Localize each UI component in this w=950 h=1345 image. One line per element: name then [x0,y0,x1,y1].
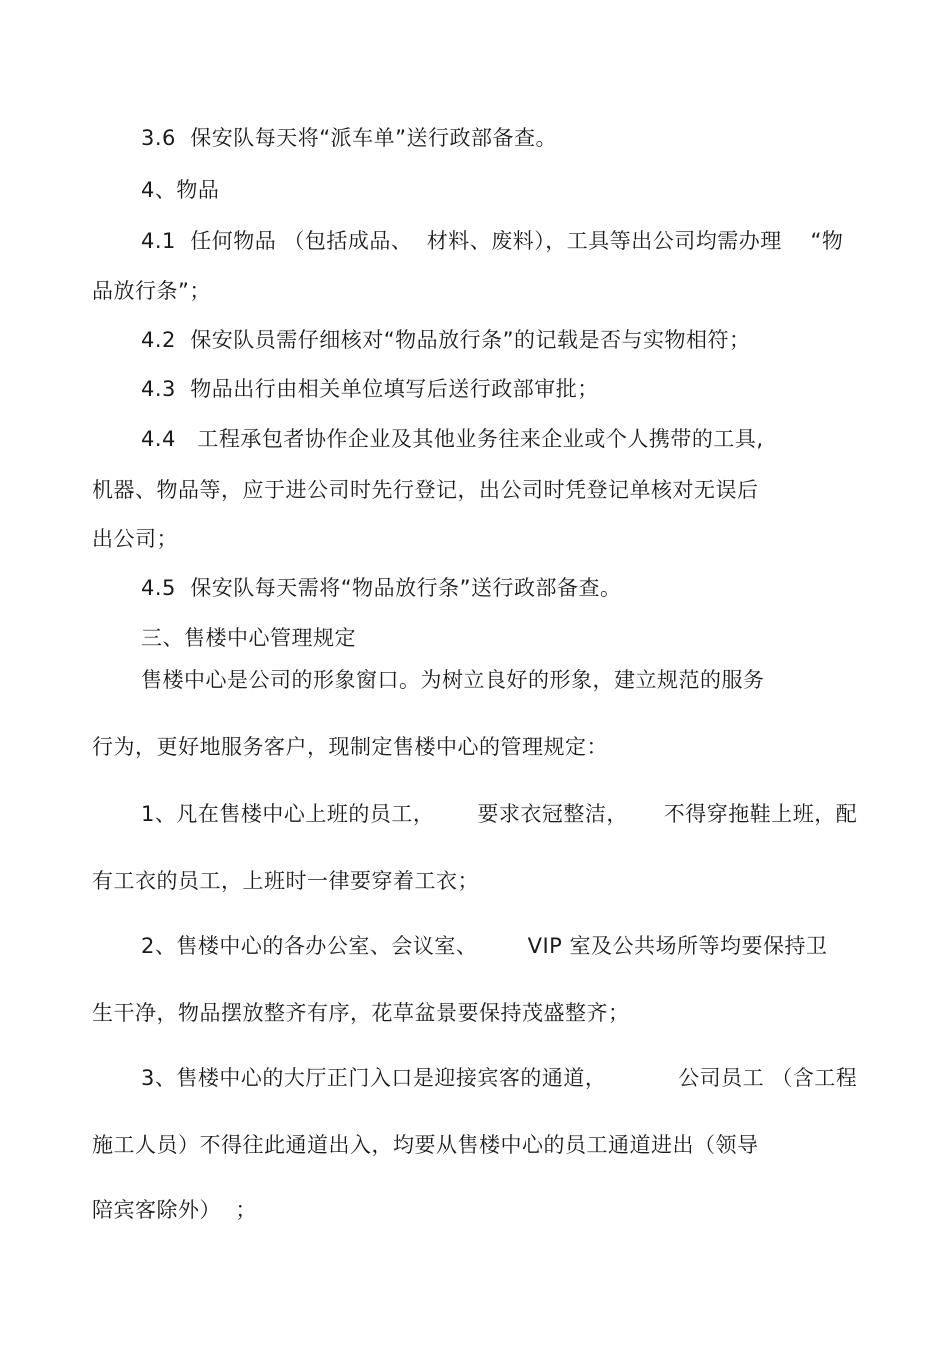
text-line-4-1: 4.1 任何物品 （包括成品、 材料、废料），工具等出公司均需办理 “物 [141,229,844,253]
text-line-4-4: 4.4 工程承包者协作企业及其他业务往来企业或个人携带的工具, [141,427,764,451]
section-heading-goods: 4、物品 [141,178,220,202]
text-line-4-5: 4.5 保安队每天需将“物品放行条”送行政部备查。 [141,576,622,600]
text-line-4-3: 4.3 物品出行由相关单位填写后送行政部审批； [141,377,599,401]
text-line-3-6: 3.6 保安队每天将“派车单”送行政部备查。 [141,126,558,150]
text-line-4-1-cont: 品放行条”； [92,279,211,303]
rule-2-line-2: 生干净，物品摆放整齐有序，花草盆景要保持茂盛整齐； [92,1001,630,1025]
rule-3-line-3: 陪宾客除外） ； [92,1198,257,1222]
intro-paragraph-line-2: 行为，更好地服务客户，现制定售楼中心的管理规定： [92,735,608,759]
text-line-4-2: 4.2 保安队员需仔细核对“物品放行条”的记载是否与实物相符； [141,328,751,352]
text-line-4-4-cont-1: 机器、物品等，应于进公司时先行登记，出公司时凭登记单核对无误后 [92,478,759,502]
rule-1-line-2: 有工衣的员工，上班时一律要穿着工衣； [92,869,479,893]
rule-3-line-1: 3、售楼中心的大厅正门入口是迎接宾客的通道， 公司员工 （含工程 [141,1066,858,1090]
intro-paragraph-line-1: 售楼中心是公司的形象窗口。为树立良好的形象，建立规范的服务 [141,668,765,692]
section-heading-sales-center: 三、售楼中心管理规定 [141,626,356,650]
rule-1-line-1: 1、凡在售楼中心上班的员工， 要求衣冠整洁， 不得穿拖鞋上班，配 [141,802,858,826]
rule-3-line-2: 施工人员）不得往此通道出入，均要从售楼中心的员工通道进出（领导 [92,1133,759,1157]
rule-2-line-1: 2、售楼中心的各办公室、会议室、 VIP 室及公共场所等均要保持卫 [141,934,828,958]
text-line-4-4-cont-2: 出公司； [92,527,178,551]
